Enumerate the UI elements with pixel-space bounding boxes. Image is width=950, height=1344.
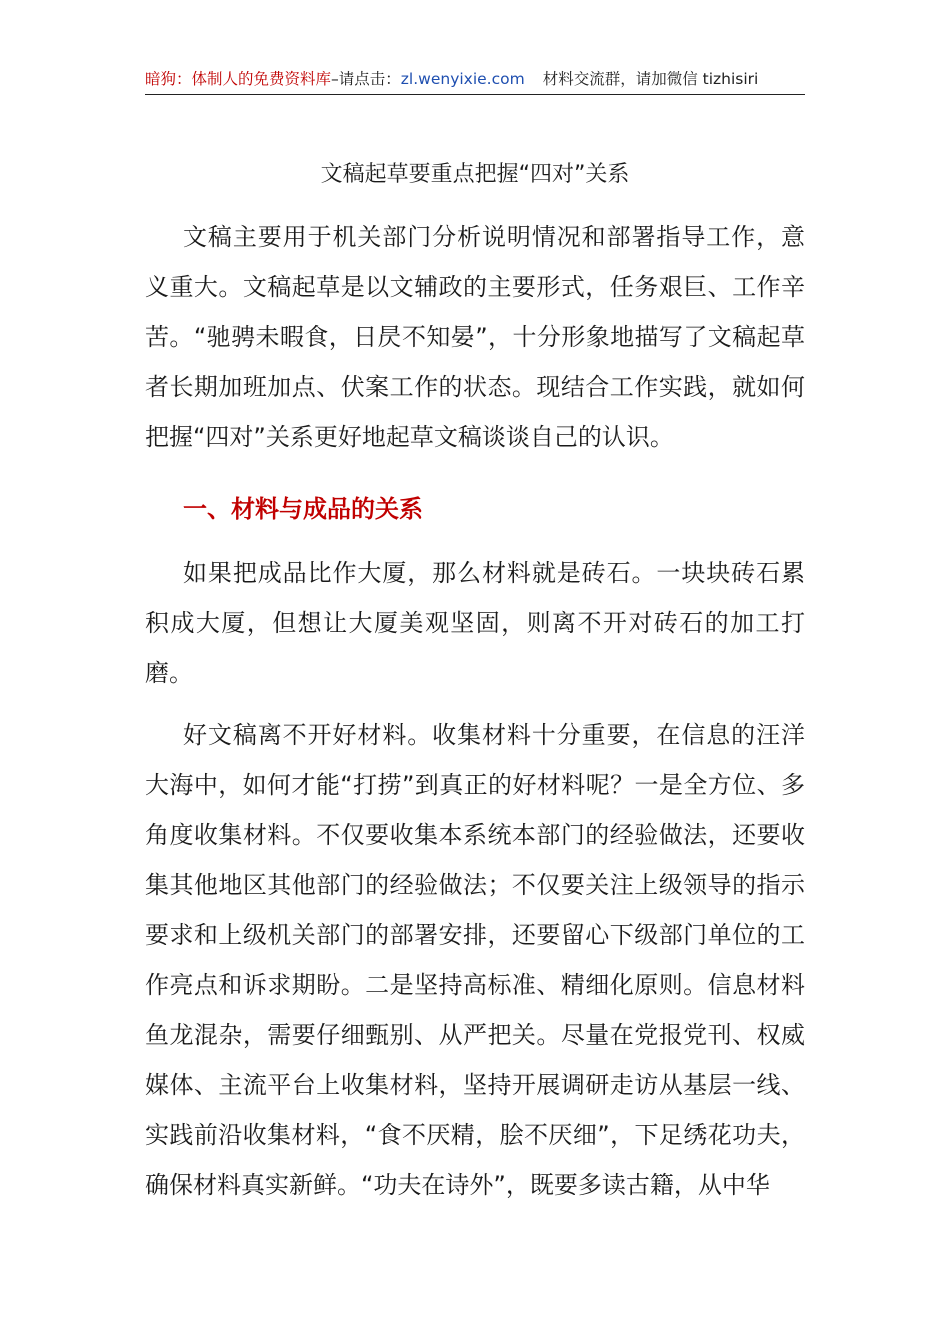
- section-1-paragraph-1: 如果把成品比作大厦，那么材料就是砖石。一块块砖石累积成大厦，但想让大厦美观坚固，则离不开对砖石的加工打磨。: [145, 559, 805, 687]
- section-1-heading: 一、材料与成品的关系: [183, 495, 423, 523]
- intro-paragraph: 文稿主要用于机关部门分析说明情况和部署指导工作，意义重大。文稿起草是以文辅政的主要形式，任务艰巨、工作辛苦。“驰骋未暇食，日昃不知晏”，十分形象地描写了文稿起草者长期加班加点、伏案工作的状态。现结合工作实践，就如何把握“四对”关系更好地起草文稿谈谈自己的认识。: [145, 223, 805, 451]
- header-group-note: 材料交流群，请加微信 tizhisiri: [542, 70, 759, 88]
- document-title: 文稿起草要重点把握“四对”关系: [320, 162, 630, 187]
- header-click-prompt: –请点击：: [331, 70, 401, 88]
- section-1-paragraph-2: 好文稿离不开好材料。收集材料十分重要，在信息的汪洋大海中，如何才能“打捞”到真正的好材料呢？一是全方位、多角度收集材料。不仅要收集本系统本部门的经验做法，还要收集其他地区其他部门的经验做法；不仅要关注上级领导的指示要求和上级机关部门的部署安排，还要留心下级部门单位的工作亮点和诉求期盼。二是坚持高标准、精细化原则。信息材料鱼龙混杂，需要仔细甄别、从严把关。尽量在党报党刊、权威媒体、主流平台上收集材料，坚持开展调研走访从基层一线、实践前沿收集材料，“食不厌精，脍不厌细”，下足绣花功夫，确保材料真实新鲜。“功夫在诗外”，既要多读古籍，从中华: [145, 721, 805, 1199]
- header-url-link[interactable]: zl.wenyixie.com: [400, 70, 525, 88]
- header-brand: 暗狗：体制人的免费资料库: [145, 70, 332, 88]
- document-body: [145, 212, 805, 1210]
- page-header: [145, 64, 805, 95]
